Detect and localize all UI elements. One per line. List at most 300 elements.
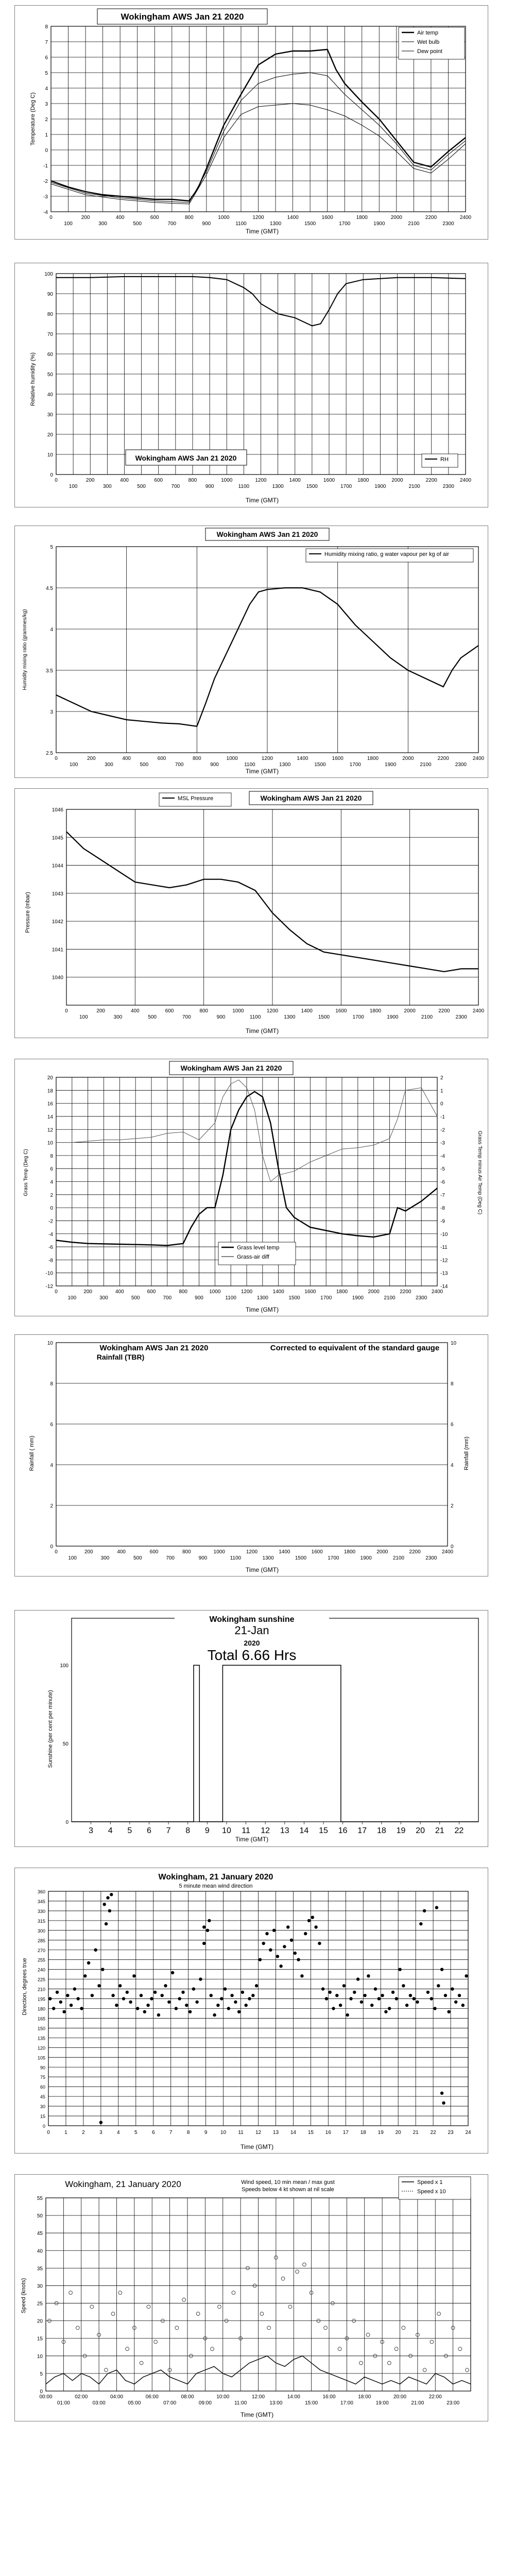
gust-point — [260, 2312, 264, 2316]
gust-point — [402, 2326, 405, 2330]
x-tick-label: 1500 — [288, 1295, 300, 1301]
x-tick-label: 300 — [113, 1014, 123, 1020]
y-tick-label: 10 — [47, 1341, 53, 1346]
x-axis-label: Time (GMT) — [245, 768, 279, 775]
x-tick-label: 2100 — [392, 1555, 405, 1561]
x-tick-label: 1000 — [221, 478, 233, 483]
direction-point — [97, 1984, 100, 1987]
x-tick-label: 1000 — [213, 1549, 225, 1555]
legend-label: Grass-air diff — [237, 1254, 269, 1260]
direction-point — [106, 1896, 109, 1899]
x-tick-label: 1300 — [279, 762, 291, 768]
x-tick-label: 1100 — [235, 221, 247, 227]
x-tick-label: 4 — [117, 2130, 120, 2136]
y-tick-label: 240 — [37, 1967, 45, 1973]
x-tick-label: 600 — [154, 478, 163, 483]
gust-point — [303, 2263, 306, 2266]
x-tick-label: 2300 — [416, 1295, 427, 1301]
x-axis-label: Time (GMT) — [245, 497, 279, 504]
direction-point — [206, 1929, 209, 1932]
direction-point — [349, 1997, 352, 2000]
y-tick-label: 3 — [45, 101, 48, 107]
direction-point — [454, 2001, 457, 2004]
direction-point — [70, 2004, 73, 2007]
direction-point — [73, 1987, 76, 1990]
chart-subtitle: 5 minute mean wind direction — [179, 1883, 253, 1889]
y-tick-label: 4 — [50, 1463, 53, 1468]
direction-point — [413, 1997, 416, 2000]
x-tick-label: 700 — [175, 762, 184, 768]
x-tick-label: 16 — [338, 1826, 348, 1835]
direction-point — [91, 1994, 94, 1997]
temperature-chart-panel — [14, 5, 488, 240]
y2-tick-label: -12 — [440, 1258, 448, 1264]
x-tick-label: 400 — [115, 1289, 124, 1295]
direction-point — [297, 1958, 300, 1961]
direction-point — [286, 1925, 289, 1928]
y-tick-label: 1046 — [52, 807, 63, 813]
x-tick-label: 0 — [47, 2130, 50, 2136]
y-axis-label: Temperature (Deg C) — [30, 92, 36, 146]
x-tick-label: 10:00 — [216, 2394, 230, 2400]
x-tick-label: 1600 — [323, 478, 335, 483]
x-tick-label: 800 — [184, 215, 194, 221]
x-tick-label: 2400 — [459, 478, 472, 483]
x-tick-label: 1100 — [249, 1014, 261, 1020]
y-tick-label: 3.5 — [46, 668, 53, 674]
x-tick-label: 23:00 — [447, 2400, 460, 2406]
x-tick-label: 400 — [130, 1008, 140, 1014]
gust-point — [182, 2298, 186, 2301]
x-tick-label: 4 — [108, 1826, 113, 1835]
y-tick-label: 35 — [37, 2266, 43, 2272]
x-tick-label: 2100 — [420, 762, 432, 768]
y-tick-label: 100 — [60, 1663, 68, 1669]
direction-point — [461, 2004, 465, 2007]
x-tick-label: 1800 — [369, 1008, 382, 1014]
x-tick-label: 1200 — [266, 1008, 279, 1014]
legend-label: Wet bulb — [417, 39, 440, 45]
y-tick-label: 270 — [37, 1947, 45, 1953]
direction-point — [444, 1994, 447, 1997]
x-tick-label: 2200 — [438, 1008, 450, 1014]
y2-tick-label: -7 — [440, 1192, 445, 1198]
sunshine-chart — [15, 1611, 488, 1846]
x-tick-label: 9 — [204, 1826, 210, 1835]
x-axis-label: Time (GMT) — [245, 1306, 279, 1313]
chart-title: Wokingham AWS Jan 21 2020 — [260, 794, 362, 802]
direction-point — [157, 2013, 160, 2016]
y-tick-label: 15 — [37, 2336, 43, 2342]
x-tick-label: 1900 — [352, 1295, 364, 1301]
direction-point — [164, 1984, 167, 1987]
x-tick-label: 2100 — [408, 221, 420, 227]
x-tick-label: 1400 — [289, 478, 301, 483]
y2-tick-label: -8 — [440, 1206, 445, 1212]
gust-point — [338, 2347, 341, 2351]
x-tick-label: 1000 — [226, 756, 238, 761]
gust-point — [423, 2368, 426, 2372]
x-tick-label: 500 — [131, 1295, 140, 1301]
y-tick-label: 4.5 — [46, 586, 53, 591]
y-tick-label: 18 — [47, 1088, 53, 1094]
y-tick-label: 90 — [47, 292, 53, 297]
x-tick-label: 03:00 — [92, 2400, 106, 2406]
direction-point — [59, 2001, 62, 2004]
x-tick-label: 20 — [416, 1826, 425, 1835]
x-tick-label: 5 — [127, 1826, 132, 1835]
humidity-chart — [15, 263, 488, 507]
y-tick-label: 90 — [40, 2065, 45, 2071]
x-tick-label: 5 — [134, 2130, 138, 2136]
x-tick-label: 22 — [430, 2130, 436, 2136]
x-tick-label: 2300 — [455, 1014, 467, 1020]
direction-point — [129, 2001, 132, 2004]
legend-label: Dew point — [417, 48, 442, 55]
gust-point — [69, 2291, 73, 2295]
x-tick-label: 1000 — [218, 215, 230, 221]
x-tick-label: 1400 — [301, 1008, 313, 1014]
direction-point — [307, 1919, 311, 1922]
x-tick-label: 1800 — [336, 1289, 348, 1295]
y-tick-label: 15 — [40, 2114, 45, 2120]
x-tick-label: 12 — [261, 1826, 270, 1835]
x-tick-label: 1500 — [318, 1014, 330, 1020]
direction-point — [99, 2121, 102, 2124]
x-tick-label: 7 — [169, 2130, 173, 2136]
x-tick-label: 2400 — [431, 1289, 443, 1295]
x-axis-label: Time (GMT) — [240, 2411, 274, 2418]
x-tick-label: 3 — [99, 2130, 102, 2136]
direction-point — [272, 1929, 276, 1932]
direction-point — [220, 1997, 223, 2000]
legend-label: RH — [440, 456, 449, 463]
x-tick-label: 1400 — [279, 1549, 290, 1555]
x-tick-label: 1700 — [349, 762, 361, 768]
y-tick-label: 50 — [37, 2213, 43, 2219]
humidity-chart-panel — [14, 263, 488, 507]
y2-tick-label: 4 — [451, 1463, 454, 1468]
x-tick-label: 18 — [377, 1826, 386, 1835]
x-tick-label: 0 — [55, 1549, 58, 1555]
x-tick-label: 500 — [148, 1014, 157, 1020]
direction-point — [143, 2010, 146, 2013]
gust-point — [281, 2277, 285, 2280]
direction-point — [335, 1994, 338, 1997]
chart-date: 21-Jan — [234, 1624, 269, 1637]
rainfall-chart-panel — [14, 1334, 488, 1577]
x-tick-label: 20:00 — [393, 2394, 407, 2400]
y-tick-label: 0 — [40, 2389, 43, 2395]
grass-temp-chart-panel — [14, 1059, 488, 1316]
x-tick-label: 1600 — [332, 756, 344, 761]
x-tick-label: 1000 — [232, 1008, 244, 1014]
y-tick-label: 0 — [50, 1206, 53, 1212]
direction-point — [245, 2004, 248, 2007]
direction-point — [321, 1987, 324, 1990]
x-tick-label: 700 — [171, 484, 180, 489]
y-tick-label: -4 — [48, 1231, 53, 1238]
x-tick-label: 19:00 — [375, 2400, 389, 2406]
gust-point — [147, 2305, 150, 2309]
x-tick-label: 2200 — [409, 1549, 421, 1555]
y-tick-label: 3 — [50, 709, 53, 715]
y2-tick-label: -6 — [440, 1179, 445, 1185]
y2-axis-label: Rainfall (mm) — [464, 1436, 470, 1470]
legend-label: Speed x 10 — [417, 2189, 446, 2195]
direction-point — [140, 1994, 143, 1997]
direction-point — [346, 2013, 349, 2016]
x-tick-label: 1300 — [284, 1014, 296, 1020]
x-tick-label: 17 — [357, 1826, 367, 1835]
x-tick-label: 400 — [115, 215, 125, 221]
direction-point — [210, 1994, 213, 1997]
direction-point — [202, 1942, 205, 1945]
grass-temp-chart — [15, 1059, 488, 1316]
x-tick-label: 800 — [192, 756, 201, 761]
x-tick-label: 600 — [157, 756, 166, 761]
chart-subtitle: Rainfall (TBR) — [96, 1353, 145, 1361]
x-tick-label: 100 — [68, 484, 78, 489]
x-tick-label: 600 — [150, 215, 159, 221]
direction-point — [167, 2001, 170, 2004]
legend — [399, 27, 465, 59]
sunshine-total: Total 6.66 Hrs — [207, 1647, 297, 1663]
x-tick-label: 13 — [280, 1826, 289, 1835]
x-tick-label: 1900 — [374, 484, 386, 489]
y-tick-label: 300 — [37, 1928, 45, 1934]
y-tick-label: -2 — [48, 1218, 53, 1225]
direction-point — [108, 1909, 111, 1912]
mixing-ratio-chart — [15, 526, 488, 777]
x-tick-label: 1700 — [339, 221, 351, 227]
y-tick-label: 100 — [44, 272, 53, 277]
direction-point — [318, 1942, 321, 1945]
x-tick-label: 2200 — [400, 1289, 411, 1295]
direction-point — [435, 1906, 438, 1909]
direction-point — [101, 1968, 104, 1971]
y-tick-label: 6 — [50, 1166, 53, 1173]
y-tick-label: 16 — [47, 1101, 53, 1107]
y2-tick-label: 1 — [440, 1088, 443, 1094]
x-tick-label: 21 — [413, 2130, 419, 2136]
x-tick-label: 07:00 — [163, 2400, 177, 2406]
x-tick-label: 700 — [182, 1014, 191, 1020]
gust-point — [196, 2312, 200, 2316]
x-tick-label: 700 — [167, 221, 177, 227]
y-tick-label: 285 — [37, 1938, 45, 1943]
x-tick-label: 2400 — [459, 215, 472, 221]
x-tick-label: 04:00 — [110, 2394, 124, 2400]
y-axis-label: Direction, degrees true — [22, 1958, 28, 2015]
gauge-note: Corrected to equivalent of the standard gauge — [270, 1344, 440, 1352]
direction-point — [52, 2007, 55, 2010]
direction-point — [237, 2010, 241, 2013]
direction-point — [332, 2007, 335, 2010]
x-tick-label: 2200 — [437, 756, 449, 761]
x-tick-label: 300 — [103, 484, 112, 489]
direction-point — [398, 1968, 401, 1971]
x-tick-label: 1200 — [252, 215, 264, 221]
direction-point — [423, 1909, 426, 1912]
wind-direction-chart — [15, 1868, 488, 2153]
gust-point — [211, 2347, 214, 2351]
x-tick-label: 1100 — [225, 1295, 236, 1301]
direction-point — [353, 1991, 356, 1994]
y2-tick-label: 2 — [440, 1075, 443, 1081]
direction-point — [367, 1974, 370, 1977]
x-tick-label: 1500 — [304, 221, 316, 227]
x-tick-label: 1200 — [261, 756, 273, 761]
x-tick-label: 800 — [188, 478, 197, 483]
x-tick-label: 9 — [204, 2130, 208, 2136]
x-tick-label: 900 — [202, 221, 211, 227]
gust-point — [388, 2361, 391, 2365]
x-tick-label: 1000 — [209, 1289, 221, 1295]
direction-point — [110, 1893, 113, 1896]
chart-title: Wokingham AWS Jan 21 2020 — [135, 454, 237, 462]
x-tick-label: 19 — [377, 2130, 384, 2136]
x-tick-label: 10 — [220, 2130, 227, 2136]
direction-point — [442, 2102, 445, 2105]
y-tick-label: -4 — [43, 210, 48, 215]
x-tick-label: 1700 — [328, 1555, 339, 1561]
wind-speed-chart-panel — [14, 2174, 488, 2421]
y-tick-label: 20 — [47, 1075, 53, 1081]
direction-point — [208, 1919, 211, 1922]
y-tick-label: 0 — [42, 2124, 45, 2129]
x-tick-label: 1600 — [304, 1289, 316, 1295]
x-tick-label: 400 — [117, 1549, 126, 1555]
x-tick-label: 13 — [272, 2130, 279, 2136]
y2-tick-label: 10 — [451, 1341, 457, 1346]
gust-point — [232, 2291, 235, 2295]
x-tick-label: 800 — [182, 1549, 191, 1555]
x-tick-label: 800 — [179, 1289, 188, 1295]
y-tick-label: 165 — [37, 2016, 45, 2022]
legend — [218, 1242, 296, 1265]
x-tick-label: 2400 — [441, 1549, 454, 1555]
y-tick-label: 2 — [45, 117, 48, 123]
y-tick-label: 0 — [50, 1544, 53, 1550]
x-tick-label: 1700 — [320, 1295, 332, 1301]
x-tick-label: 3 — [89, 1826, 94, 1835]
x-tick-label: 300 — [100, 1555, 110, 1561]
direction-point — [227, 2007, 230, 2010]
y-tick-label: -10 — [45, 1270, 53, 1277]
direction-point — [153, 1991, 157, 1994]
x-tick-label: 400 — [122, 756, 131, 761]
x-tick-label: 1600 — [321, 215, 333, 221]
y-tick-label: 1040 — [52, 975, 63, 981]
x-tick-label: 1600 — [311, 1549, 323, 1555]
y-tick-label: 120 — [37, 2045, 45, 2051]
y-tick-label: 70 — [47, 332, 53, 337]
direction-point — [146, 2004, 149, 2007]
chart-title: Wokingham AWS Jan 21 2020 — [180, 1064, 282, 1072]
y-tick-label: 5 — [50, 545, 53, 550]
direction-point — [241, 1991, 244, 1994]
x-tick-label: 300 — [99, 1295, 108, 1301]
direction-point — [451, 1987, 454, 1990]
direction-point — [56, 1991, 59, 1994]
gust-point — [118, 2291, 122, 2295]
direction-point — [199, 1977, 202, 1980]
y-tick-label: 30 — [40, 2104, 45, 2110]
direction-point — [419, 1922, 422, 1925]
legend-label: Speed x 1 — [417, 2179, 443, 2185]
direction-point — [329, 1991, 332, 1994]
x-tick-label: 21:00 — [411, 2400, 424, 2406]
x-tick-label: 16 — [325, 2130, 331, 2136]
x-tick-label: 200 — [84, 1549, 93, 1555]
x-tick-label: 17:00 — [340, 2400, 353, 2406]
x-tick-label: 08:00 — [181, 2394, 194, 2400]
x-tick-label: 24 — [465, 2130, 471, 2136]
direction-point — [433, 2007, 436, 2010]
gust-point — [76, 2326, 80, 2330]
y-axis-label: Humidity mixing ratio (grammes/kg) — [22, 609, 28, 690]
x-tick-label: 00:00 — [39, 2394, 53, 2400]
y2-tick-label: -2 — [440, 1127, 445, 1133]
direction-point — [405, 2004, 408, 2007]
direction-point — [416, 2001, 419, 2004]
x-tick-label: 14:00 — [287, 2394, 300, 2400]
x-tick-label: 2300 — [442, 221, 454, 227]
y-tick-label: 8 — [45, 24, 48, 30]
direction-point — [304, 1932, 307, 1935]
y-tick-label: 345 — [37, 1899, 45, 1904]
x-tick-label: 1100 — [238, 484, 250, 489]
x-tick-label: 2300 — [425, 1555, 437, 1561]
y-axis-label: Pressure (mbar) — [25, 892, 31, 933]
y-tick-label: 40 — [37, 2248, 43, 2255]
x-tick-label: 22:00 — [428, 2394, 442, 2400]
x-tick-label: 1500 — [314, 762, 326, 768]
x-tick-label: 1300 — [256, 1295, 268, 1301]
y-tick-label: 210 — [37, 1987, 45, 1992]
direction-point — [363, 1994, 366, 1997]
y-tick-label: 0 — [50, 472, 53, 478]
direction-point — [377, 1997, 381, 2000]
x-axis-label: Time (GMT) — [240, 2143, 274, 2150]
x-tick-label: 500 — [133, 1555, 142, 1561]
y-tick-label: 180 — [37, 2006, 45, 2012]
x-tick-label: 900 — [198, 1555, 208, 1561]
gust-point — [458, 2347, 462, 2351]
x-tick-label: 22 — [454, 1826, 464, 1835]
y-tick-label: 1042 — [52, 919, 63, 925]
y-tick-label: 10 — [37, 2353, 43, 2360]
y-tick-label: 12 — [47, 1127, 53, 1133]
x-tick-label: 0 — [55, 1289, 58, 1295]
direction-point — [105, 1922, 108, 1925]
y-tick-label: 60 — [40, 2084, 45, 2090]
direction-point — [262, 1942, 265, 1945]
y-tick-label: 4 — [50, 1179, 53, 1185]
gust-point — [111, 2312, 115, 2316]
x-tick-label: 1700 — [340, 484, 352, 489]
x-tick-label: 100 — [68, 1555, 77, 1561]
y2-tick-label: -1 — [440, 1114, 445, 1120]
y-tick-label: 30 — [37, 2283, 43, 2290]
x-tick-label: 2 — [82, 2130, 85, 2136]
x-tick-label: 2000 — [390, 215, 402, 221]
y-tick-label: 360 — [37, 1889, 45, 1894]
gust-point — [324, 2326, 328, 2330]
y-tick-label: 1043 — [52, 891, 63, 897]
y-tick-label: 135 — [37, 2036, 45, 2041]
